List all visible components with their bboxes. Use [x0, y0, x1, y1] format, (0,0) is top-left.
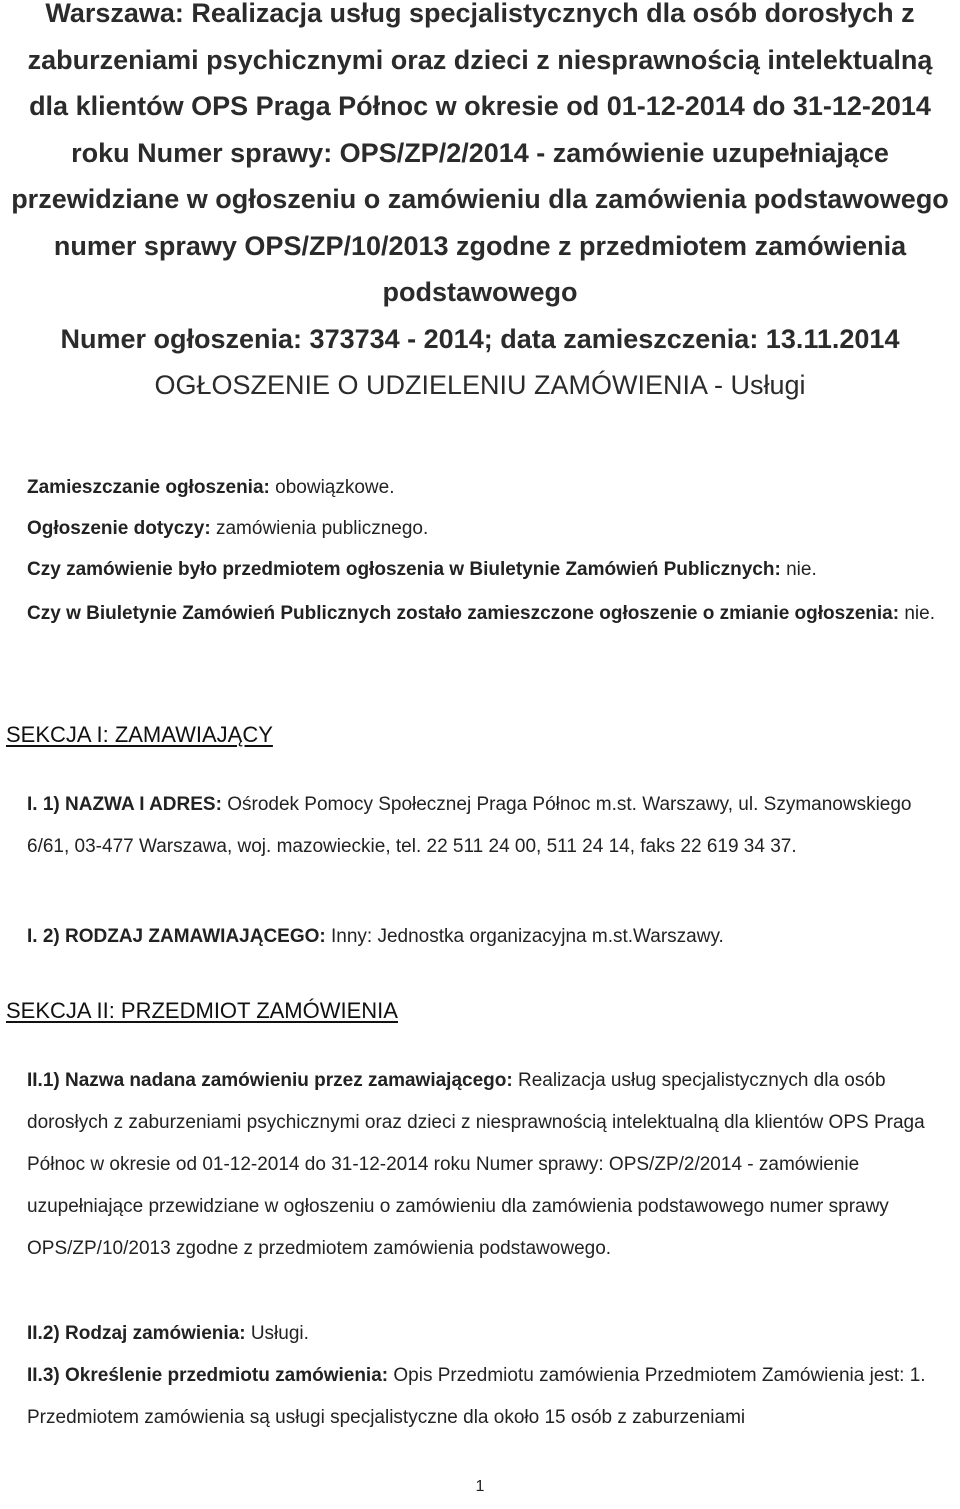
order-kind-value: Usługi.	[250, 1323, 309, 1344]
placement-line	[27, 470, 940, 506]
change-line	[27, 593, 940, 635]
name-address-value: Ośrodek Pomocy Społecznej Praga Północ m.st. Warszawy, ul. Szymanowskiego 6/61, 03-477 Warszawa, woj. mazowieckie, tel. 22 511 24 00, 511 24 14, faks 22 619 34 37.	[27, 794, 912, 857]
order-description-label: II.3) Określenie przedmiotu zamówienia:	[27, 1365, 389, 1386]
authority-type-value: Inny: Jednostka organizacyjna m.st.Warszawy.	[331, 926, 724, 947]
change-label: Czy w Biuletynie Zamówień Publicznych zostało zamieszczone ogłoszenie o zmianie ogłoszenia:	[27, 603, 900, 624]
order-description-value: Opis Przedmiotu zamówienia Przedmiotem Zamówienia jest: 1. Przedmiotem zamówienia są usługi specjalistyczne dla około 15 osób z zaburzeniami	[27, 1365, 926, 1428]
name-address-label: I. 1) NAZWA I ADRES:	[27, 794, 222, 815]
order-name-value: Realizacja usług specjalistycznych dla osób dorosłych z zaburzeniami psychicznymi oraz dzieci z niesprawnością intelektualną dla klientów OPS Praga Północ w okresie od 01-12-2014 do 31-12-2014 roku Numer sprawy: OPS/ZP/2/2014 - zamówienie uzupełniające przewidziane w ogłoszeniu o zamówieniu dla zamówienia podstawowego numer sprawy OPS/ZP/10/2013 zgodne z przedmiotem zamówienia podstawowego.	[27, 1070, 925, 1259]
bzp-line	[27, 552, 940, 588]
announcement-number-date: Numer ogłoszenia: 373734 - 2014; data zamieszczenia: 13.11.2014	[60, 323, 900, 354]
change-value: nie.	[904, 603, 935, 624]
order-kind	[27, 1313, 942, 1355]
bzp-value: nie.	[786, 559, 817, 580]
placement-label: Zamieszczanie ogłoszenia:	[27, 477, 270, 498]
order-description	[27, 1355, 942, 1439]
announcement-type: OGŁOSZENIE O UDZIELENIU ZAMÓWIENIA - Usługi	[154, 369, 806, 400]
authority-type-label: I. 2) RODZAJ ZAMAWIAJĄCEGO:	[27, 926, 326, 947]
contracting-authority-type	[27, 916, 942, 958]
concerns-label: Ogłoszenie dotyczy:	[27, 518, 211, 539]
page-number: 1	[475, 1478, 485, 1495]
placement-value: obowiązkowe.	[275, 477, 395, 498]
order-name-label: II.1) Nazwa nadana zamówieniu przez zamawiającego:	[27, 1070, 513, 1091]
concerns-line	[27, 511, 940, 547]
document-header	[0, 0, 960, 408]
announcement-info	[27, 470, 940, 635]
bzp-label: Czy zamówienie było przedmiotem ogłoszenia w Biuletynie Zamówień Publicznych:	[27, 559, 781, 580]
concerns-value: zamówienia publicznego.	[215, 518, 429, 539]
section-1-heading: SEKCJA I: ZAMAWIAJĄCY	[6, 722, 273, 747]
contracting-authority-name-address	[27, 784, 942, 868]
section-2-heading: SEKCJA II: PRZEDMIOT ZAMÓWIENIA	[6, 998, 398, 1023]
order-kind-label: II.2) Rodzaj zamówienia:	[27, 1323, 246, 1344]
document-title: Warszawa: Realizacja usług specjalistycznych dla osób dorosłych z zaburzeniami psychicznymi oraz dzieci z niesprawnością intelektualną dla klientów OPS Praga Północ w okresie od 01-12-2014 do 31-12-2014 roku Numer sprawy: OPS/ZP/2/2014 - zamówienie uzupełniające przewidziane w ogłoszeniu o zamówieniu dla zamówienia podstawowego numer sprawy OPS/ZP/10/2013 zgodne z przedmiotem zamówienia podstawowego	[11, 0, 949, 307]
order-name	[27, 1060, 942, 1270]
